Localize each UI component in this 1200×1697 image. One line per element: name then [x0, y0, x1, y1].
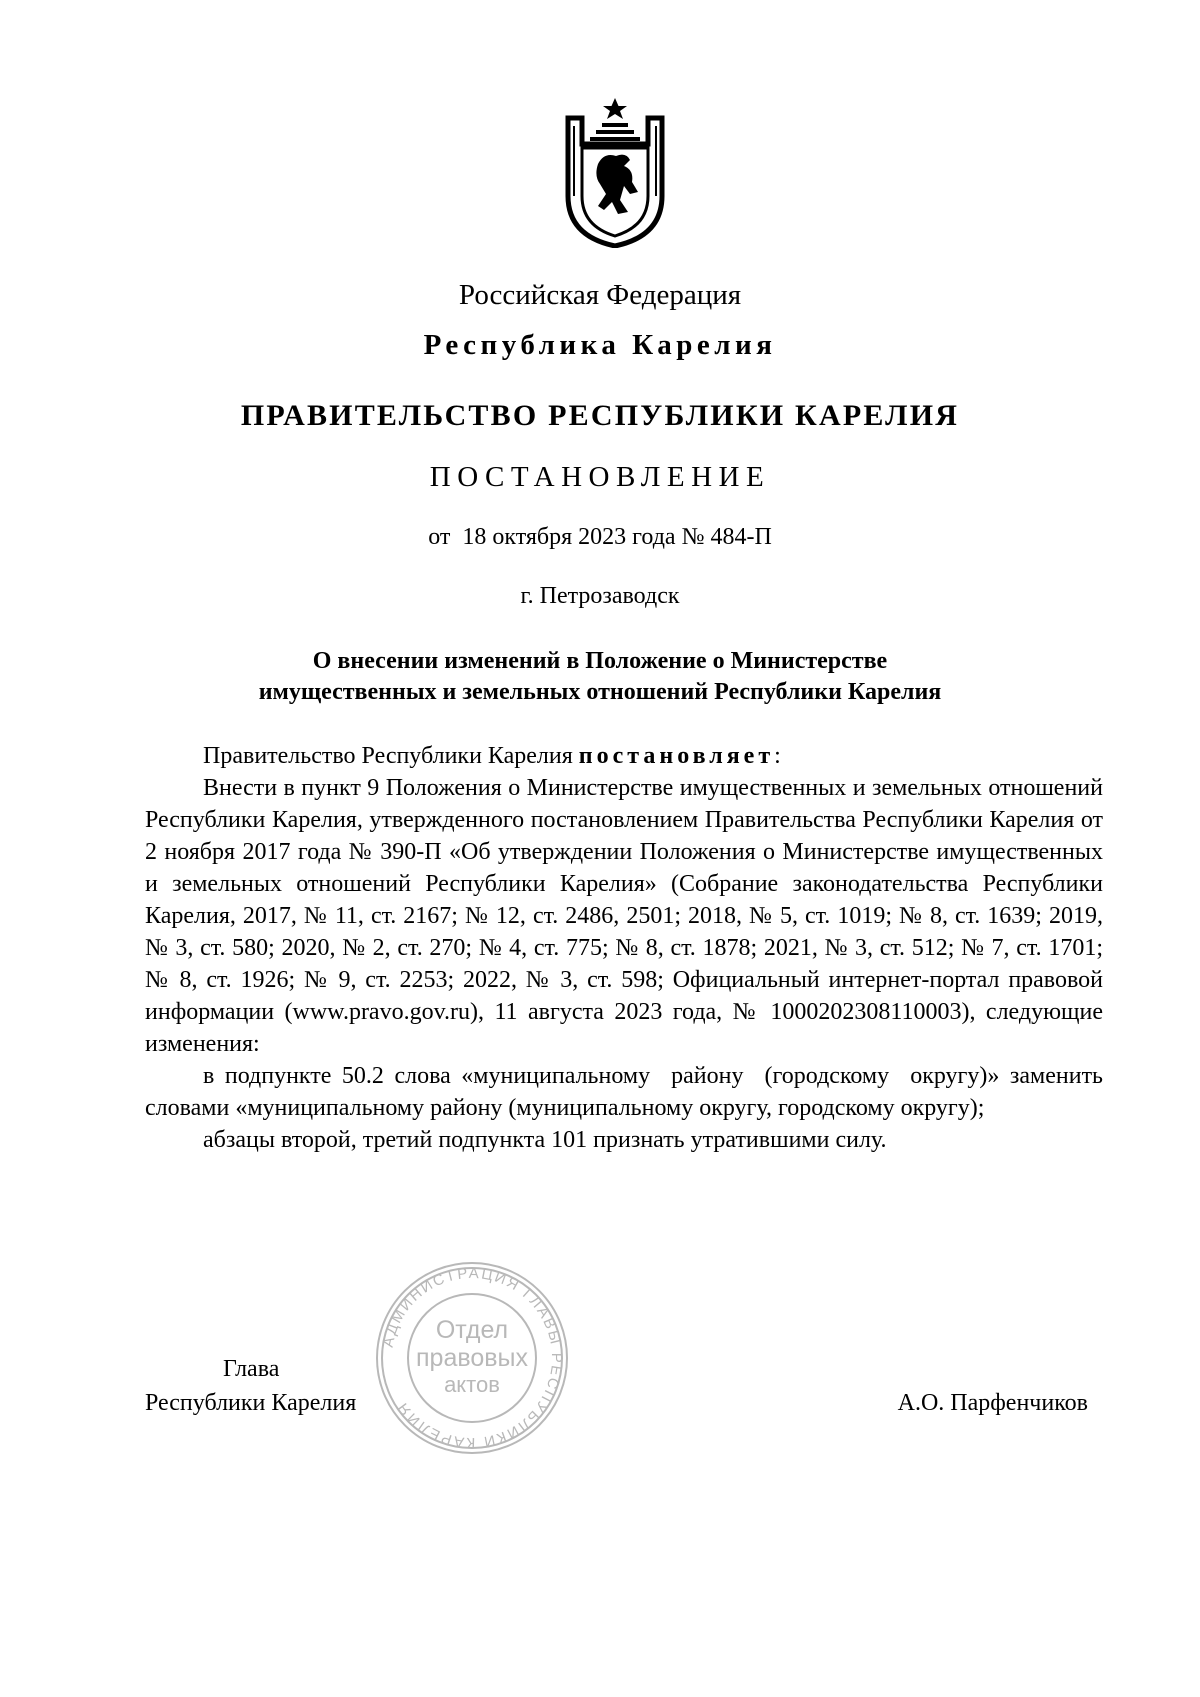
- document-title-line: имущественных и земельных отношений Республики Карелия: [258, 679, 942, 705]
- body-paragraph: Внести в пункт 9 Положения о Министерстве имущественных и земельных отношений Республики Карелия, утвержденного постановлением Правительства Республики Карелия от 2 ноября 2017 года № 390-П «Об утверждении Положения о Министерстве имущественных и земельных отношений Республики Карелия» (Собрание законодательства Республики Карелия, 2017, № 11, ст. 2167; № 12, ст. 2486, 2501; 2018, № 5, ст. 1019; № 8, ст. 1639; 2019, № 3, ст. 580; 2020, № 2, ст. 270; № 4, ст. 775; № 8, ст. 1878; 2021, № 3, ст. 512; № 7, ст. 1701; № 8, ст. 1926; № 9, ст. 2253; 2022, № 3, ст. 598; Официальный интернет-портал правовой информации (www.pravo.gov.ru), 11 августа 2023 года, № 1000202308110003), следующие изменения:: [145, 775, 1103, 1057]
- document-city: г. Петрозаводск: [520, 583, 680, 609]
- svg-text:актов: актов: [444, 1372, 500, 1397]
- svg-text:правовых: правовых: [416, 1344, 528, 1372]
- signature-role-line: Глава: [223, 1356, 280, 1382]
- signature-role-line: Республики Карелия: [145, 1390, 357, 1416]
- document-date-number: от 18 октября 2023 года № 484-П: [428, 524, 772, 550]
- svg-text:АДМИНИСТРАЦИЯ ГЛАВЫ РЕСПУБЛИКИ: АДМИНИСТРАЦИЯ ГЛАВЫ РЕСПУБЛИКИ КАРЕЛИЯ: [379, 1264, 566, 1452]
- document-type: ПОСТАНОВЛЕНИЕ: [429, 461, 771, 493]
- svg-text:Отдел: Отдел: [435, 1316, 509, 1344]
- legal-department-stamp: [372, 1258, 572, 1458]
- federation-heading: Российская Федерация: [458, 279, 742, 311]
- signature-name: А.О. Парфенчиков: [897, 1390, 1088, 1416]
- body-paragraph: в подпункте 50.2 слова «муниципальному району (городскому округу)» заменить словами «муниципальному району (муниципальному округу, городскому округу);: [145, 1063, 1109, 1121]
- document-title-line: О внесении изменений в Положение о Министерстве: [312, 648, 888, 674]
- government-heading: ПРАВИТЕЛЬСТВО РЕСПУБЛИКИ КАРЕЛИЯ: [240, 399, 960, 432]
- signature-role: [145, 1352, 356, 1420]
- intro-prefix: Правительство Республики Карелия: [203, 743, 579, 769]
- republic-heading: Республика Карелия: [423, 329, 777, 361]
- intro-verb: постановляет: [578, 743, 775, 769]
- karelia-coat-of-arms-icon: [560, 96, 670, 248]
- intro-paragraph: [145, 740, 1103, 772]
- document-title: [0, 646, 1200, 708]
- body-paragraph: абзацы второй, третий подпункта 101 признать утратившими силу.: [203, 1127, 887, 1153]
- document-body: [145, 740, 1109, 1156]
- intro-suffix: :: [774, 743, 781, 769]
